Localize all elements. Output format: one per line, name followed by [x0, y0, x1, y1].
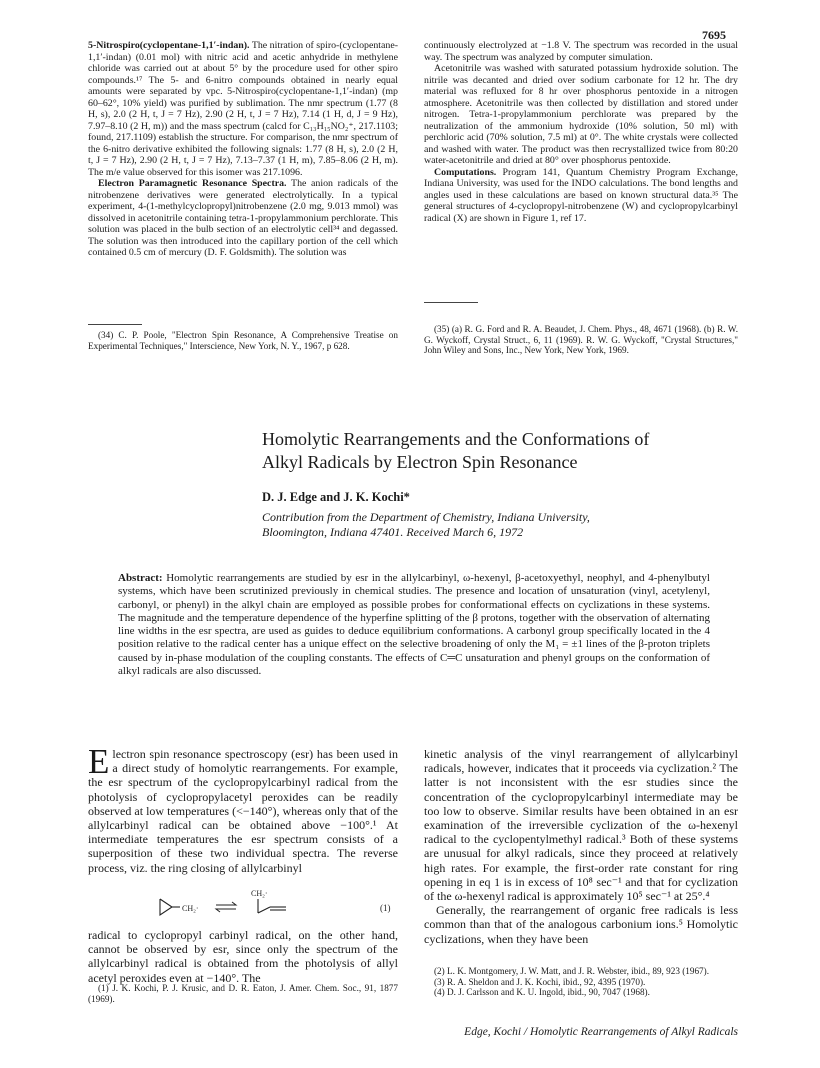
- page-number: 7695: [702, 28, 726, 42]
- epr-heading: Electron Paramagnetic Resonance Spectra.: [98, 178, 287, 189]
- footnote-rule-right: [424, 302, 478, 303]
- rearrangement-paragraph: Generally, the rearrangement of organic free radicals is less common than that of the analogous carbonium ions.⁵ Homolytic cyclizations, when they have been: [424, 903, 738, 946]
- footnotes-2-4: [424, 966, 738, 998]
- body-right-column: [424, 747, 738, 946]
- acetonitrile-paragraph: Acetonitrile was washed with saturated potassium hydroxide solution. The nitrile was decanted and dried over sodium carbonate for 12 hr. The dry material was refluxed for 8 hr over phosphorus pentoxide in a nitrogen atmosphere. Acetonitrile was then collected by distillation and stored under nitrogen. Tetra-1-propylammonium perchlorate was prepared by the neutralization of the ammonium hydroxide (10% solution, 50 ml) with perchloric acid (70% solution, 7.5 ml) at 0°. The white crystals were collected and washed with water. The product was then recrystallized twice from 80:20 water-acetonitrile and dried at 80° over phosphorus pentoxide.: [424, 63, 738, 166]
- running-footer: Edge, Kochi / Homolytic Rearrangements of Alkyl Radicals: [464, 1026, 738, 1038]
- title-line-1: Homolytic Rearrangements and the Conformations of: [262, 429, 650, 449]
- abstract-label: Abstract:: [118, 572, 163, 584]
- experimental-left-column: [88, 40, 398, 259]
- authors: D. J. Edge and J. K. Kochi*: [262, 490, 410, 504]
- affiliation: [262, 510, 692, 540]
- footnote-rule-left: [88, 324, 142, 325]
- epr-text: The anion radicals of the nitrobenzene derivatives were generated electrolytically. In a typical experiment, 4-(1-methylcyclopropyl)nitrobenzene (2.0 mg, 9.013 mmol) was dissolved in acetonitrile containing tetra-1-propylammonium perchlorate. This solution was placed in the bulb section of an electrolytic cell³⁴ and degassed. The solution was then introduced into the capillary portion of the cell which contained 0.5 cm of mercury (D. F. Goldsmith). The solution was: [88, 178, 398, 258]
- footnote-34-text: (34) C. P. Poole, "Electron Spin Resonance, A Comprehensive Treatise on Experimental Techniques," Interscience, New York, N. Y., 1967, p 628.: [88, 330, 398, 351]
- affiliation-line-1: Contribution from the Department of Chemistry, Indiana University,: [262, 510, 590, 524]
- article-title: [262, 428, 722, 474]
- intro-text: lectron spin resonance spectroscopy (esr) has been used in a direct study of homolytic rearrangements. For example, the esr spectrum of the cyclopropylcarbinyl radical from the photolysis of cyclopropylacetyl peroxides can be readily observed at low temperatures (<−140°), whereas only that of the allylcarbinyl radical can be obtained above −100°.¹ At intermediate temperatures the esr spectrum consists of a superposition of these two individual spectra. The reverse process, viz. the ring closing of allylcarbinyl: [88, 747, 398, 875]
- intro-paragraph: [88, 742, 398, 875]
- kinetic-paragraph: kinetic analysis of the vinyl rearrangement of allylcarbinyl radicals, however, indicates that it proceeds via cyclization.² The latter is not inconsistent with the esr studies since the concentration of the cyclopropylcarbinyl intermediate may be too low to observe. Similar results have been obtained in an esr examination of the irreversible cyclization of the ω-hexenyl radical to the cyclopentylmethyl radical.³ Both of these systems are unusual for alkyl radicals, since they proceed at relatively high rates. For example, the first-order rate constant for ring opening in eq 1 is in excess of 10⁸ sec⁻¹ and that for cyclization of the ω-hexenyl radical is approximately 10⁵ sec⁻¹ at 25°.⁴: [424, 747, 738, 904]
- abstract-text: Homolytic rearrangements are studied by esr in the allylcarbinyl, ω-hexenyl, β-acetoxyethyl, neophyl, and 4-phenylbutyl systems, which have been scrutinized previously in chemical studies. The presence and location of unsaturation (vinyl, acetylenyl, carbonyl, or phenyl) in the alkyl chain are employed as possible probes for conformational effects on cyclizations in these systems. The magnitude and the temperature dependence of the hyperfine splitting of the β protons, together with the observation of alternating line widths in the esr spectra, are used as guides to deduce equilibrium conformations. A carbonyl group specifically located in the 4 position relative to the radical center has a unique effect on the selective broadening of only the M₁ = ±1 lines of the β-proton triplets caused by in-phase modulation of the coupling constants. The effects of C═C unsaturation and phenyl groups on the conformation of alkyl radicals are also discussed.: [118, 572, 710, 678]
- equation-1: [96, 887, 398, 923]
- footnote-1: [88, 983, 398, 1004]
- cyclopropylcarbinyl-structure: [160, 899, 180, 915]
- affiliation-line-2: Bloomington, Indiana 47401. Received March 6, 1972: [262, 525, 524, 539]
- footnote-35-text: (35) (a) R. G. Ford and R. A. Beaudet, J. Chem. Phys., 48, 4671 (1968). (b) R. W. G. Wyckoff, Crystal Struct., 6, 11 (1969). R. W. G. Wyckoff, "Crystal Structures," John Wiley and Sons, Inc., New York, New York, 1969.: [424, 324, 738, 356]
- epr-paragraph: [88, 178, 398, 259]
- footnote-1-text: (1) J. K. Kochi, P. J. Krusic, and D. R. Eaton, J. Amer. Chem. Soc., 91, 1877 (1969).: [88, 983, 398, 1004]
- electrolysis-paragraph: continuously electrolyzed at −1.8 V. The spectrum was recorded in the usual way. The spectrum was analyzed by computer simulation.: [424, 40, 738, 63]
- computations-paragraph: [424, 167, 738, 225]
- footnote-34: [88, 330, 398, 351]
- footnote-35: [424, 324, 738, 356]
- title-line-2: Alkyl Radicals by Electron Spin Resonance: [262, 452, 578, 472]
- body-left-column: [88, 742, 398, 875]
- computations-text: Program 141, Quantum Chemistry Program Exchange, Indiana University, was used for the INDO calculations. The bond lengths and angles used in these calculations are based on known structural data.³⁵ The general structures of 4-cyclopropyl-nitrobenzene (W) and cyclopropylcarbinyl radical (X) are shown in Figure 1, ref 17.: [424, 166, 738, 224]
- computations-heading: Computations.: [434, 166, 497, 178]
- equilibrium-arrow-icon: [216, 902, 236, 912]
- eq-right-ch2-label: CH₂·: [251, 889, 268, 898]
- allylcarbinyl-structure: [258, 899, 286, 913]
- nitration-heading: 5-Nitrospiro(cyclopentane-1,1′-indan).: [88, 40, 250, 51]
- experimental-right-column: [424, 40, 738, 224]
- nitration-text: The nitration of spiro-(cyclopentane-1,1′-indan) (0.01 mol) with nitric acid and acetic anhydride in methylene chloride was carried out at about 5° by the procedure used for other spiro compounds.¹⁷ The 5- and 6-nitro compounds obtained in nearly equal amounts were separated by vpc. 5-Nitrospiro(cyclopentane-1,1′-indan) (mp 60–62°, 10% yield) was purified by sublimation. The nmr spectrum (1.77 (8 H, s), 2.0 (2 H, t, J = 7 Hz), 2.90 (2 H, t, J = 7 Hz), 7.14 (1 H, d, J = 9 Hz), 7.97–8.10 (2 H, m)) and the mass spectrum (calcd for C₁₃H₁₅NO₂⁺, 217.1103; found, 217.1109) establish the structure. For comparison, the nmr spectrum of the 6-nitro derivative exhibited the following signals: 1.77 (8 H, s), 2.0 (2 H, t, J = 7 Hz), 2.90 (2 H, t, J = 7 Hz), 7.13–7.37 (1 H, m), 7.85–8.06 (2 H, m). The m/e value observed for this isomer was 217.1096.: [88, 40, 398, 178]
- continuation-paragraph: radical to cyclopropyl carbinyl radical, on the other hand, cannot be observed by esr, since only the spectrum of the allylcarbinyl radical is obtained from the photolysis of allyl acetyl peroxides even at −140°. The: [88, 928, 398, 985]
- footnote-4: (4) D. J. Carlsson and K. U. Ingold, ibid., 90, 7047 (1968).: [434, 987, 650, 998]
- eq-left-ch2-label: CH₂·: [182, 904, 199, 913]
- footnote-3: (3) R. A. Sheldon and J. K. Kochi, ibid., 92, 4395 (1970).: [434, 976, 646, 987]
- body-left-continued: [88, 928, 398, 985]
- drop-cap: E: [88, 742, 110, 781]
- equation-number: (1): [380, 903, 391, 913]
- nitration-paragraph: [88, 40, 398, 178]
- footnote-2: (2) L. K. Montgomery, J. W. Matt, and J. R. Webster, ibid., 89, 923 (1967).: [434, 966, 710, 976]
- abstract: [118, 572, 710, 678]
